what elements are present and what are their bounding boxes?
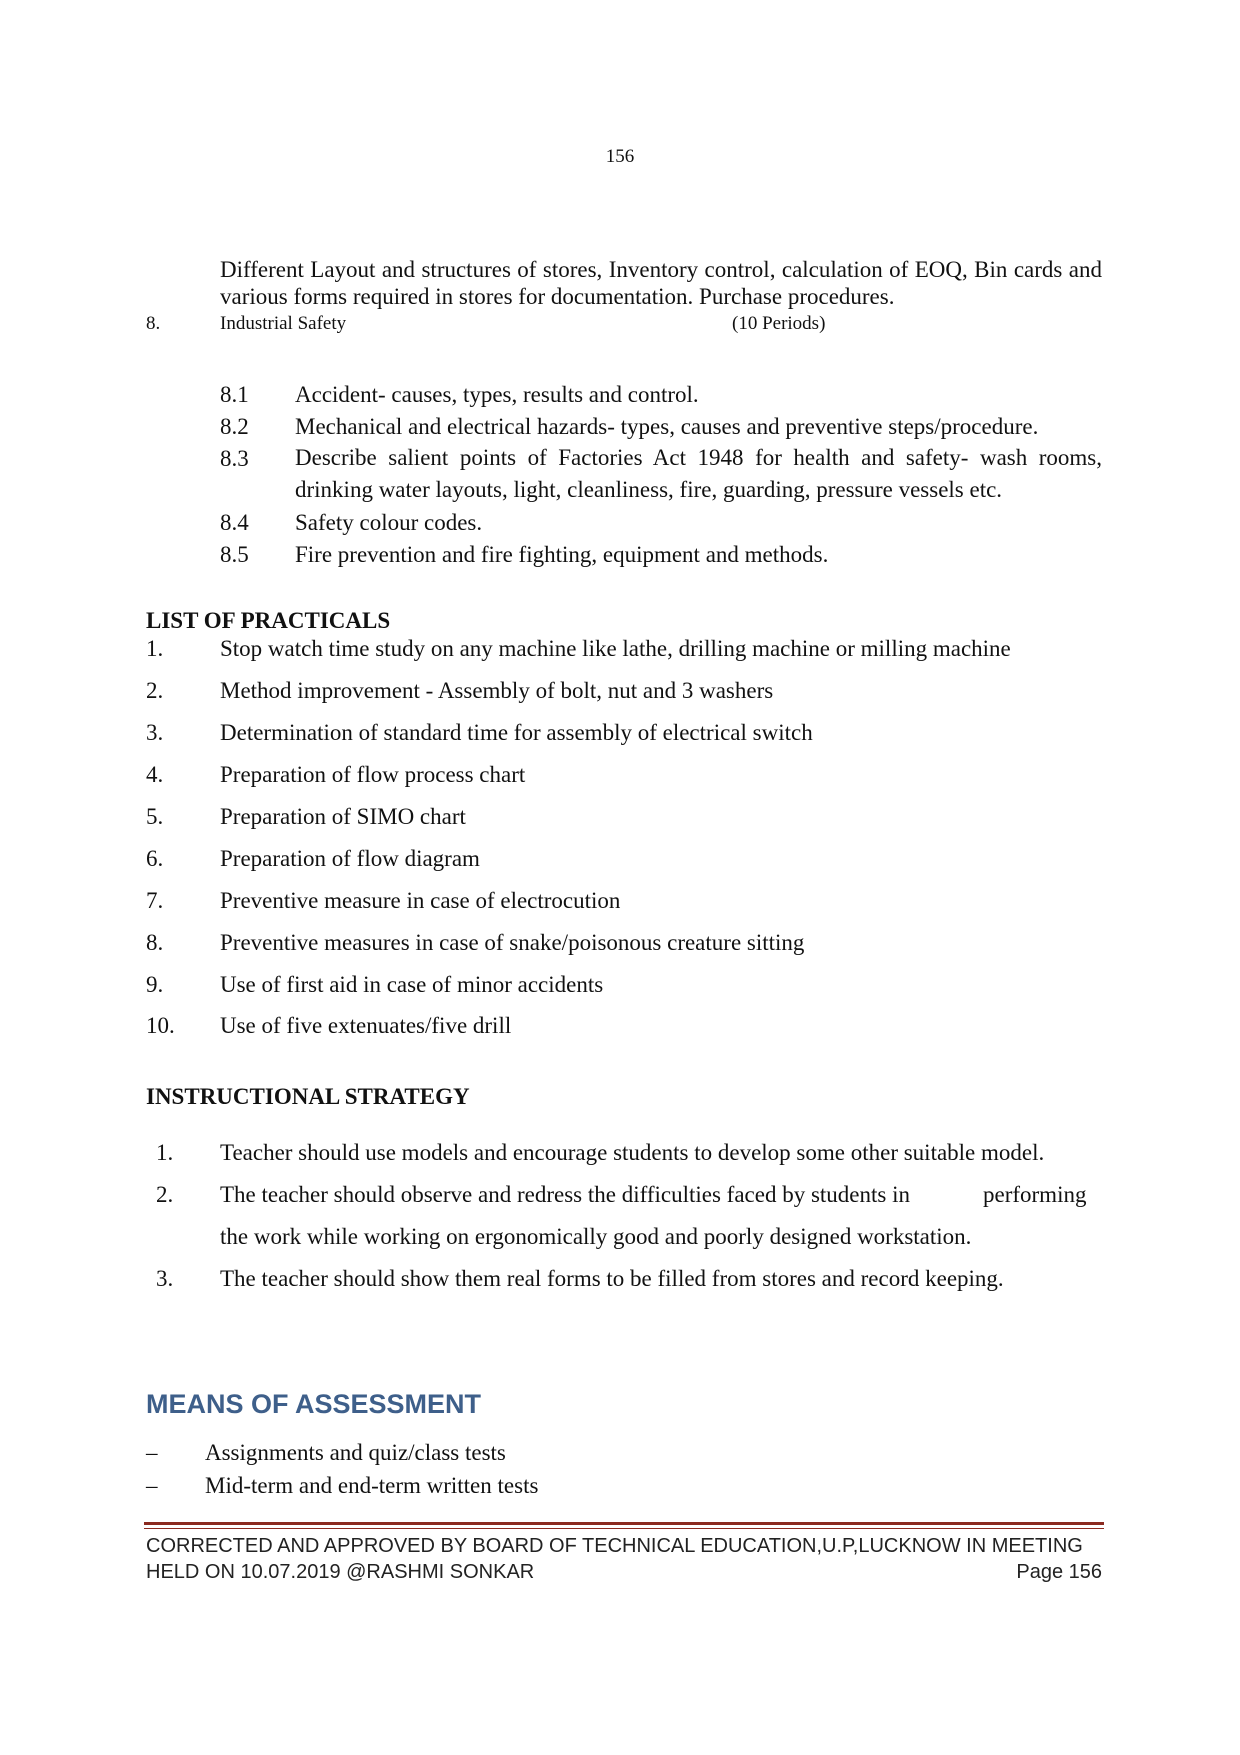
dash-bullet: –	[146, 1440, 158, 1465]
subitem-text: Fire prevention and fire fighting, equipment and methods.	[295, 542, 829, 567]
practical-number: 5.	[146, 804, 164, 829]
dash-bullet: –	[146, 1473, 158, 1498]
practical-number: 2.	[146, 678, 164, 703]
page-number: 156	[605, 146, 635, 167]
practical-text: Stop watch time study on any machine like lathe, drilling machine or milling machine	[220, 636, 1011, 661]
practical-text: Use of first aid in case of minor accidents	[220, 972, 604, 997]
subitem-number: 8.4	[220, 510, 249, 535]
footer-page-label: Page 156	[1016, 1561, 1102, 1583]
footer-rule-thin	[144, 1528, 1104, 1529]
strategy-number: 3.	[156, 1266, 174, 1291]
practical-number: 6.	[146, 846, 164, 871]
practical-text: Method improvement - Assembly of bolt, nut and 3 washers	[220, 678, 774, 703]
assessment-item: Assignments and quiz/class tests	[205, 1440, 506, 1465]
practical-text: Preparation of flow process chart	[220, 762, 526, 787]
subitem-text: Describe salient points of Factories Act 1948 for health and safety- wash rooms, drinking water layouts, light, cleanliness, fire, guarding, pressure vessels etc.	[295, 445, 1102, 502]
practical-text: Preparation of SIMO chart	[220, 804, 466, 829]
subitem-text: Safety colour codes.	[295, 510, 483, 535]
subitem-number: 8.3	[220, 446, 249, 471]
section-periods: (10 Periods)	[732, 313, 826, 334]
intro-paragraph: Different Layout and structures of stores, Inventory control, calculation of EOQ, Bin cards and various forms required in stores for documentation. Purchase procedures.	[220, 257, 1102, 309]
practical-number: 3.	[146, 720, 164, 745]
practical-text: Preventive measure in case of electrocution	[220, 888, 621, 913]
assessment-item: Mid-term and end-term written tests	[205, 1473, 539, 1498]
practicals-heading: LIST OF PRACTICALS	[146, 608, 391, 633]
practical-number: 7.	[146, 888, 164, 913]
strategy-text: Teacher should use models and encourage students to develop some other suitable model.	[220, 1140, 1045, 1165]
practical-text: Preparation of flow diagram	[220, 846, 480, 871]
subitem-number: 8.1	[220, 382, 249, 407]
strategy-number: 2.	[156, 1182, 174, 1207]
strategy-text: performing	[983, 1182, 1087, 1207]
practical-number: 4.	[146, 762, 164, 787]
practical-number: 1.	[146, 636, 164, 661]
subitem-number: 8.5	[220, 542, 249, 567]
practical-number: 9.	[146, 972, 164, 997]
footer-meeting-line: HELD ON 10.07.2019 @RASHMI SONKAR	[146, 1561, 535, 1583]
strategy-heading: INSTRUCTIONAL STRATEGY	[146, 1084, 470, 1109]
practical-number: 10.	[146, 1013, 175, 1038]
section-title: Industrial Safety	[220, 313, 347, 334]
section-number: 8.	[146, 313, 161, 334]
footer-approval-line: CORRECTED AND APPROVED BY BOARD OF TECHNICAL EDUCATION,U.P,LUCKNOW IN MEETING	[146, 1535, 1083, 1557]
practical-text: Preventive measures in case of snake/poisonous creature sitting	[220, 930, 805, 955]
strategy-text: the work while working on ergonomically good and poorly designed workstation.	[220, 1224, 972, 1249]
footer-rule	[144, 1522, 1104, 1525]
practical-number: 8.	[146, 930, 164, 955]
subitem-text: Mechanical and electrical hazards- types, causes and preventive steps/procedure.	[295, 414, 1039, 439]
subitem-text: Accident- causes, types, results and control.	[295, 382, 699, 407]
subitem-number: 8.2	[220, 414, 249, 439]
strategy-number: 1.	[156, 1140, 174, 1165]
practical-text: Use of five extenuates/five drill	[220, 1013, 512, 1038]
strategy-text: The teacher should observe and redress the difficulties faced by students in	[220, 1182, 910, 1207]
strategy-text: The teacher should show them real forms to be filled from stores and record keeping.	[220, 1266, 1004, 1291]
assessment-heading: MEANS OF ASSESSMENT	[146, 1389, 482, 1419]
practical-text: Determination of standard time for assembly of electrical switch	[220, 720, 813, 745]
